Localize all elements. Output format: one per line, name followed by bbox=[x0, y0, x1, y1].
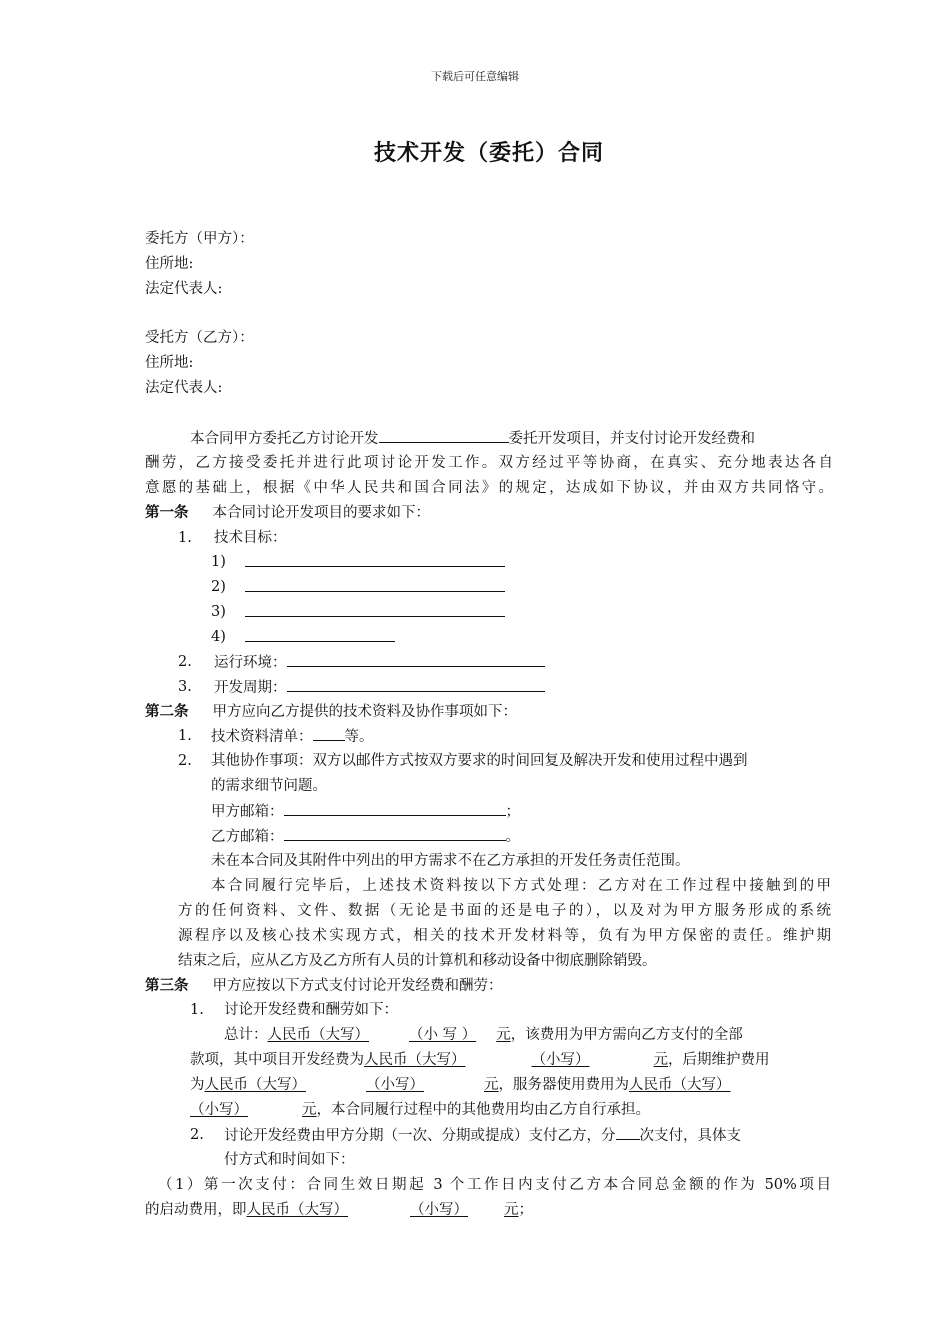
article-3-text: 甲方应按以下方式支付讨论开发经费和酬劳： bbox=[212, 978, 503, 994]
server-fee-unit: 元 bbox=[302, 1102, 317, 1118]
maint-fee-line bbox=[190, 1075, 731, 1095]
a1-item-1-label: 技术目标： bbox=[214, 530, 287, 546]
total-label: 总计： bbox=[224, 1027, 268, 1043]
intro-line-3: 意愿的基础上，根据《中华人民共和国合同法》的规定，达成如下协议，并由双方共同恪守。 bbox=[145, 480, 833, 496]
party-a-email-row bbox=[211, 801, 520, 822]
server-fee-line bbox=[190, 1100, 650, 1120]
party-b-address-label: 住所地: bbox=[145, 355, 194, 371]
party-a-email-label: 甲方邮箱： bbox=[211, 804, 284, 820]
maint-fee-lower-label: （小写） bbox=[366, 1077, 424, 1093]
a1-item-2-num: 2. bbox=[178, 654, 192, 670]
maint-fee-amount bbox=[205, 1077, 499, 1093]
startup-fee-lower-label: （小写） bbox=[410, 1202, 468, 1218]
a1-sub-4-blank bbox=[245, 627, 395, 648]
maint-fee-upper-label: 人民币（大写） bbox=[204, 1077, 306, 1093]
total-fee-line bbox=[224, 1025, 743, 1045]
a2-item-1-end: 等。 bbox=[344, 729, 374, 745]
server-fee-amount bbox=[190, 1102, 317, 1118]
a1-item-3-num: 3. bbox=[178, 679, 192, 695]
article-2-text: 甲方应向乙方提供的技术资料及协作事项如下： bbox=[212, 704, 517, 720]
a2-item-2-num: 2. bbox=[178, 753, 192, 769]
payment-1-line-1: （1）第一次支付：合同生效日期起 3 个工作日内支付乙方本合同总金额的作为 50%项目 bbox=[158, 1177, 831, 1193]
startup-fee-end: ； bbox=[518, 1202, 533, 1218]
a3-item-2-num: 2. bbox=[190, 1127, 204, 1143]
party-b-email-label: 乙方邮箱： bbox=[211, 829, 284, 845]
party-a-label: 委托方（甲方）： bbox=[145, 231, 254, 247]
a2-note: 未在本合同及其附件中列出的甲方需求不在乙方承担的开发任务责任范围。 bbox=[211, 853, 690, 869]
dev-fee-upper-label: 人民币（大写） bbox=[364, 1052, 466, 1068]
installments-text-b: 次支付，具体支 bbox=[639, 1128, 741, 1144]
article-1-text: 本合同讨论开发项目的要求如下： bbox=[212, 505, 430, 521]
a2-item-1-row bbox=[211, 726, 374, 747]
installments-text-a: 讨论开发经费由甲方分期（一次、分期或提成）支付乙方，分 bbox=[224, 1128, 616, 1144]
total-fee-upper-label: 人民币（大写） bbox=[267, 1027, 369, 1043]
party-b-email-row bbox=[211, 826, 520, 847]
a1-sub-1-num: 1) bbox=[211, 554, 226, 570]
dev-fee-line bbox=[190, 1050, 770, 1070]
a1-item-1-num: 1. bbox=[178, 530, 192, 546]
payment-1-line-2 bbox=[145, 1200, 533, 1220]
party-a-email-blank bbox=[284, 801, 506, 816]
party-b-email-end: 。 bbox=[505, 829, 520, 845]
dev-fee-unit: 元 bbox=[653, 1052, 668, 1068]
dev-period-blank bbox=[287, 677, 545, 692]
intro-line-2: 酬劳，乙方接受委托并进行此项讨论开发工作。双方经过平等协商，在真实、充分地表达各自 bbox=[145, 455, 833, 471]
startup-fee-label: 的启动费用，即 bbox=[145, 1202, 247, 1218]
a3-item-1-num: 1. bbox=[190, 1002, 204, 1018]
article-2-number: 第二条 bbox=[145, 703, 189, 720]
server-fee-upper-label: 人民币（大写） bbox=[629, 1077, 731, 1093]
a2-item-2-line-2: 的需求细节问题。 bbox=[211, 778, 327, 794]
installment-count-blank bbox=[616, 1125, 640, 1140]
a2-para-line-1: 本合同履行完毕后，上述技术资料按以下方式处理：乙方对在工作过程中接触到的甲 bbox=[211, 878, 831, 894]
project-name-blank bbox=[379, 428, 509, 443]
dev-fee-label: 款项，其中项目开发经费为 bbox=[190, 1052, 364, 1068]
a1-sub-3-blank bbox=[245, 602, 505, 623]
other-fees-text: ，本合同履行过程中的其他费用均由乙方自行承担。 bbox=[316, 1102, 650, 1118]
a3-item-1-label: 讨论开发经费和酬劳如下： bbox=[224, 1002, 398, 1018]
article-1-number: 第一条 bbox=[145, 504, 189, 521]
a1-item-2-label: 运行环境： bbox=[214, 655, 287, 671]
party-a-rep-label: 法定代表人: bbox=[145, 281, 223, 297]
startup-fee-amount bbox=[247, 1202, 519, 1218]
intro-line-1 bbox=[190, 428, 755, 449]
document-title: 技术开发（委托）合同 bbox=[373, 141, 604, 166]
runtime-env-blank bbox=[287, 652, 545, 667]
tech-docs-blank bbox=[313, 726, 345, 741]
total-fee-unit: 元 bbox=[496, 1027, 511, 1043]
a1-sub-1-blank bbox=[245, 552, 505, 573]
a1-sub-2-blank bbox=[245, 577, 505, 598]
a3-item-2-line-1 bbox=[224, 1125, 741, 1146]
maint-fee-label: ，后期维护费用 bbox=[668, 1052, 770, 1068]
a1-item-2-row bbox=[214, 652, 545, 673]
dev-fee-lower-label: （小写） bbox=[531, 1052, 590, 1068]
a1-sub-4-num: 4) bbox=[211, 629, 226, 645]
header-note: 下载后可任意编辑 bbox=[431, 70, 519, 83]
a3-item-2-line-2: 付方式和时间如下： bbox=[224, 1152, 355, 1168]
party-b-rep-label: 法定代表人: bbox=[145, 380, 223, 396]
a2-para-line-3: 源程序以及核心技术实现方式，相关的技术开发材料等，负有为甲方保密的责任。维护期 bbox=[178, 928, 831, 944]
server-fee-label: ，服务器使用费用为 bbox=[498, 1077, 629, 1093]
a2-para-line-4: 结束之后，应从乙方及乙方所有人员的计算机和移动设备中彻底删除销毁。 bbox=[178, 953, 657, 969]
maint-fee-prefix: 为 bbox=[190, 1077, 205, 1093]
a2-item-1-label: 技术资料清单： bbox=[211, 729, 313, 745]
party-a-address-label: 住所地: bbox=[145, 256, 194, 272]
total-fee-lower-label: （小 写 ） bbox=[409, 1027, 477, 1043]
startup-fee-upper-label: 人民币（大写） bbox=[246, 1202, 348, 1218]
a2-item-1-num: 1. bbox=[178, 728, 192, 744]
total-fee-desc: ，该费用为甲方需向乙方支付的全部 bbox=[510, 1027, 743, 1043]
startup-fee-unit: 元 bbox=[504, 1202, 519, 1218]
article-3-number: 第三条 bbox=[145, 977, 189, 994]
a1-item-3-row bbox=[214, 677, 545, 698]
server-fee-lower-label: （小写） bbox=[190, 1102, 248, 1118]
article-1-heading bbox=[145, 503, 430, 523]
maint-fee-unit: 元 bbox=[484, 1077, 499, 1093]
a1-sub-2-num: 2) bbox=[211, 579, 226, 595]
party-b-email-blank bbox=[284, 826, 506, 841]
a1-item-3-label: 开发周期： bbox=[214, 680, 287, 696]
article-3-heading bbox=[145, 976, 503, 996]
intro-text-a: 本合同甲方委托乙方讨论开发 bbox=[190, 431, 379, 447]
intro-text-b: 委托开发项目，并支付讨论开发经费和 bbox=[508, 431, 755, 447]
party-a-email-end: ； bbox=[505, 804, 520, 820]
a1-sub-3-num: 3) bbox=[211, 604, 226, 620]
party-b-label: 受托方（乙方）： bbox=[145, 330, 254, 346]
total-fee-amount bbox=[268, 1027, 511, 1043]
dev-fee-amount bbox=[364, 1052, 668, 1068]
a2-para-line-2: 方的任何资料、文件、数据（无论是书面的还是电子的），以及对为甲方服务形成的系统 bbox=[178, 903, 831, 919]
a2-item-2-line-1: 其他协作事项：双方以邮件方式按双方要求的时间回复及解决开发和使用过程中遇到 bbox=[211, 753, 748, 769]
article-2-heading bbox=[145, 702, 517, 722]
